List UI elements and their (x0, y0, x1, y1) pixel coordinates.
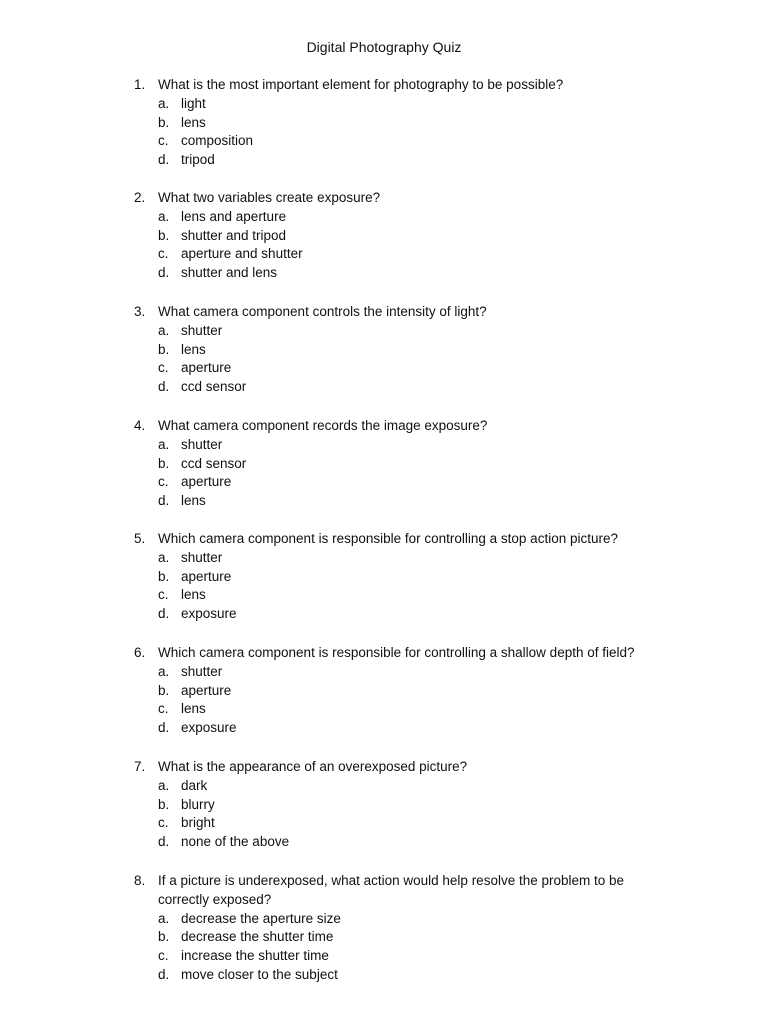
option-letter: a. (158, 208, 170, 224)
option-letter: b. (158, 114, 170, 130)
option-c (0, 586, 768, 605)
option-text: ccd sensor (181, 379, 247, 395)
option-text: blurry (181, 796, 215, 812)
option-a (0, 549, 768, 568)
option-list (0, 95, 768, 170)
option-letter: c. (158, 701, 169, 717)
option-b (0, 341, 768, 360)
option-text: ccd sensor (181, 455, 247, 471)
option-d (0, 719, 768, 738)
option-d (0, 151, 768, 170)
question-number: 3. (134, 304, 146, 319)
option-letter: a. (158, 95, 170, 111)
option-d (0, 966, 768, 985)
question-text: Which camera component is responsible for controlling a stop action picture? (158, 531, 618, 546)
option-text: aperture (181, 568, 232, 584)
option-letter: d. (158, 720, 170, 736)
option-text: lens (181, 341, 206, 357)
option-text: shutter (181, 322, 223, 338)
option-text: shutter and lens (181, 265, 278, 281)
question-number: 2. (134, 190, 146, 205)
question-text: What camera component records the image exposure? (158, 418, 488, 433)
option-list (0, 208, 768, 283)
option-letter: b. (158, 341, 170, 357)
option-c (0, 245, 768, 264)
question-number: 6. (134, 645, 146, 660)
option-a (0, 322, 768, 341)
question-text: Which camera component is responsible for controlling a shallow depth of field? (158, 645, 635, 660)
option-b (0, 682, 768, 701)
option-text: increase the shutter time (181, 948, 329, 964)
option-text: composition (181, 133, 254, 149)
question-number: 4. (134, 418, 146, 433)
option-c (0, 473, 768, 492)
page-title: Digital Photography Quiz (306, 39, 462, 55)
option-text: aperture (181, 682, 232, 698)
option-letter: b. (158, 929, 170, 945)
option-d (0, 833, 768, 852)
option-letter: a. (158, 436, 170, 452)
question-text: What two variables create exposure? (158, 190, 381, 205)
option-c (0, 132, 768, 151)
question-text: What is the most important element for photography to be possible? (158, 77, 564, 92)
option-c (0, 814, 768, 833)
option-text: aperture (181, 360, 232, 376)
option-text: tripod (181, 152, 215, 168)
option-letter: a. (158, 549, 170, 565)
option-d (0, 605, 768, 624)
option-text: lens (181, 701, 206, 717)
option-letter: c. (158, 133, 169, 149)
option-c (0, 947, 768, 966)
option-text: decrease the shutter time (181, 929, 334, 945)
question-number: 5. (134, 531, 146, 546)
option-text: shutter (181, 663, 223, 679)
option-list (0, 777, 768, 852)
option-text: light (181, 95, 206, 111)
option-text: bright (181, 815, 215, 831)
option-letter: d. (158, 834, 170, 850)
option-b (0, 227, 768, 246)
option-letter: d. (158, 152, 170, 168)
question-number: 8. (134, 873, 146, 888)
option-letter: a. (158, 910, 170, 926)
option-d (0, 264, 768, 283)
option-letter: b. (158, 682, 170, 698)
option-letter: d. (158, 966, 170, 982)
option-text: none of the above (181, 834, 290, 850)
option-a (0, 663, 768, 682)
option-letter: d. (158, 265, 170, 281)
option-letter: a. (158, 777, 170, 793)
option-a (0, 208, 768, 227)
option-letter: b. (158, 796, 170, 812)
option-list (0, 549, 768, 624)
question-number: 1. (134, 77, 146, 92)
option-text: aperture (181, 474, 232, 490)
option-c (0, 359, 768, 378)
option-letter: d. (158, 606, 170, 622)
option-text: decrease the aperture size (181, 910, 341, 926)
option-letter: d. (158, 493, 170, 509)
option-text: exposure (181, 720, 237, 736)
option-a (0, 777, 768, 796)
option-letter: c. (158, 474, 169, 490)
option-letter: d. (158, 379, 170, 395)
option-list (0, 436, 768, 511)
option-c (0, 700, 768, 719)
option-text: lens (181, 587, 206, 603)
option-text: exposure (181, 606, 237, 622)
option-text: aperture and shutter (181, 246, 303, 262)
question-text: What is the appearance of an overexposed picture? (158, 759, 468, 774)
option-text: dark (181, 777, 208, 793)
option-letter: b. (158, 455, 170, 471)
option-a (0, 910, 768, 929)
option-a (0, 436, 768, 455)
option-text: move closer to the subject (181, 966, 338, 982)
question-text: If a picture is underexposed, what action would help resolve the problem to be correctly exposed? (158, 873, 625, 907)
option-text: lens (181, 114, 206, 130)
option-list (0, 663, 768, 738)
option-text: shutter (181, 549, 223, 565)
option-letter: c. (158, 246, 169, 262)
option-letter: c. (158, 815, 169, 831)
option-letter: b. (158, 227, 170, 243)
option-b (0, 114, 768, 133)
option-letter: c. (158, 360, 169, 376)
question-text: What camera component controls the intensity of light? (158, 304, 487, 319)
option-text: lens (181, 493, 206, 509)
option-b (0, 796, 768, 815)
option-b (0, 928, 768, 947)
option-text: shutter and tripod (181, 227, 287, 243)
option-letter: c. (158, 948, 169, 964)
option-letter: b. (158, 568, 170, 584)
question-number: 7. (134, 759, 146, 774)
option-b (0, 455, 768, 474)
option-a (0, 95, 768, 114)
option-list (0, 322, 768, 397)
option-letter: a. (158, 663, 170, 679)
option-text: shutter (181, 436, 223, 452)
option-letter: c. (158, 587, 169, 603)
option-d (0, 492, 768, 511)
option-letter: a. (158, 322, 170, 338)
option-b (0, 568, 768, 587)
option-d (0, 378, 768, 397)
option-text: lens and aperture (181, 208, 287, 224)
option-list (0, 910, 768, 985)
